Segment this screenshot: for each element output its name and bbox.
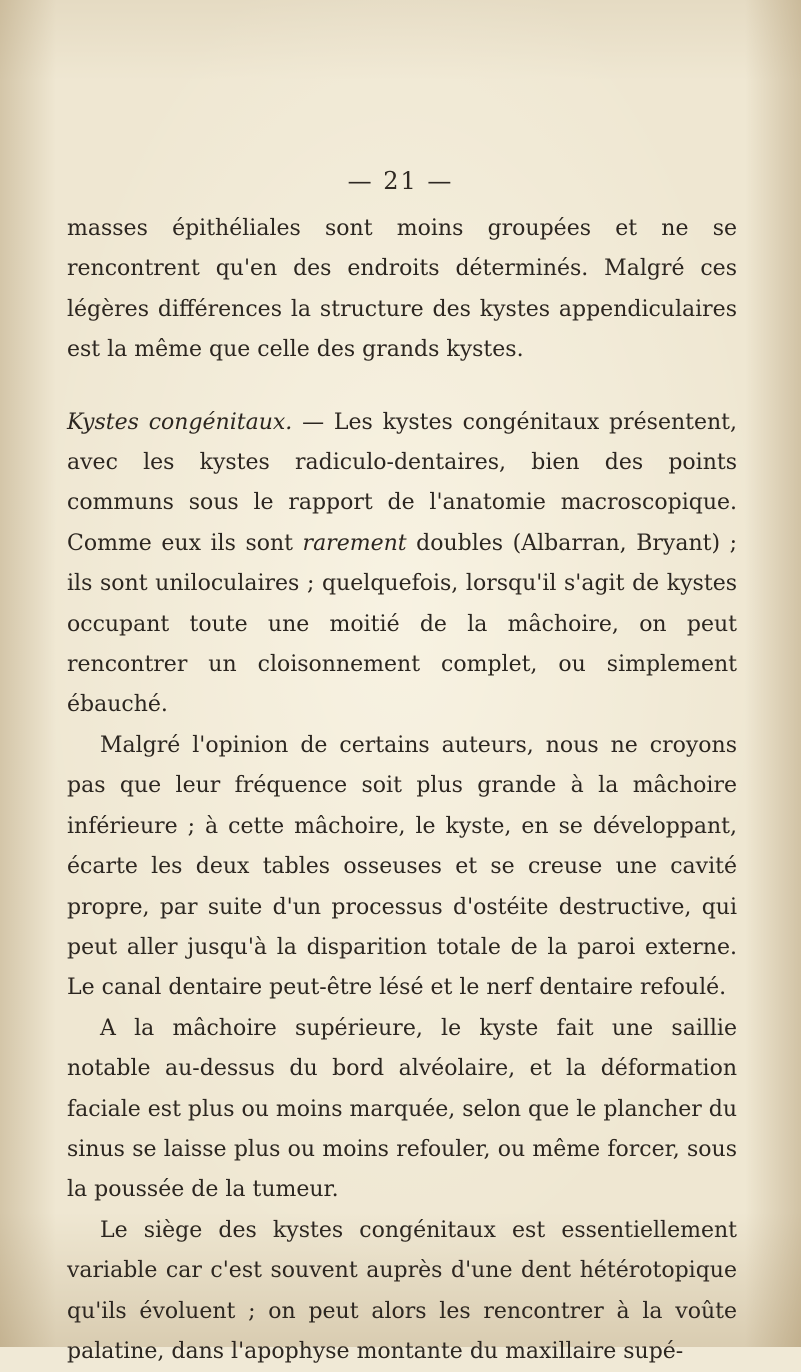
page-number: — 21 — [347,167,454,195]
paragraph-2-rest: doubles (Albarran, Bryant) ; ils sont uniloculaires ; quelquefois, lorsqu'il s'agit de kystes occupant toute une moitié de la mâchoire, on peut rencontrer un cloisonnement complet, ou simplement ébauché. [67,530,738,718]
emphasized-word: rarement [302,530,407,556]
body-text [67,209,737,1372]
section-heading: Kystes congénitaux. [67,409,293,435]
paragraph-2-intro: — Les kystes congénitaux présentent, avec les kystes radiculo-dentaires, bien des points communs sous le rapport de l'anatomie macroscopique. Comme eux ils sont [67,409,737,556]
paragraph-1: masses épithéliales sont moins groupées et ne se rencontrent qu'en des endroits déterminés. Malgré ces légères différences la structure des kystes appendiculaires est la même que celle des grands kystes. [67,216,737,363]
paragraph-4: A la mâchoire supérieure, le kyste fait une saillie notable au-dessus du bord alvéolaire, et la déformation faciale est plus ou moins marquée, selon que le plancher du sinus se laisse plus ou moins refouler, ou même forcer, sous la poussée de la tumeur. [67,1015,738,1203]
paragraph-5: Le siège des kystes congénitaux est essentiellement variable car c'est souvent auprès d'une dent hétérotopique qu'ils évoluent ; on peut alors les rencontrer à la voûte palatine, dans l'apophyse montante du maxillaire supé- [67,1217,737,1364]
paragraph-3: Malgré l'opinion de certains auteurs, nous ne croyons pas que leur fréquence soit plus grande à la mâchoire inférieure ; à cette mâchoire, le kyste, en se développant, écarte les deux tables osseuses et se creuse une cavité propre, par suite d'un processus d'ostéite destructive, qui peut aller jusqu'à la disparition totale de la paroi externe. Le canal dentaire peut-être lésé et le nerf dentaire refoulé. [67,732,737,1001]
paragraph-2 [67,403,737,726]
